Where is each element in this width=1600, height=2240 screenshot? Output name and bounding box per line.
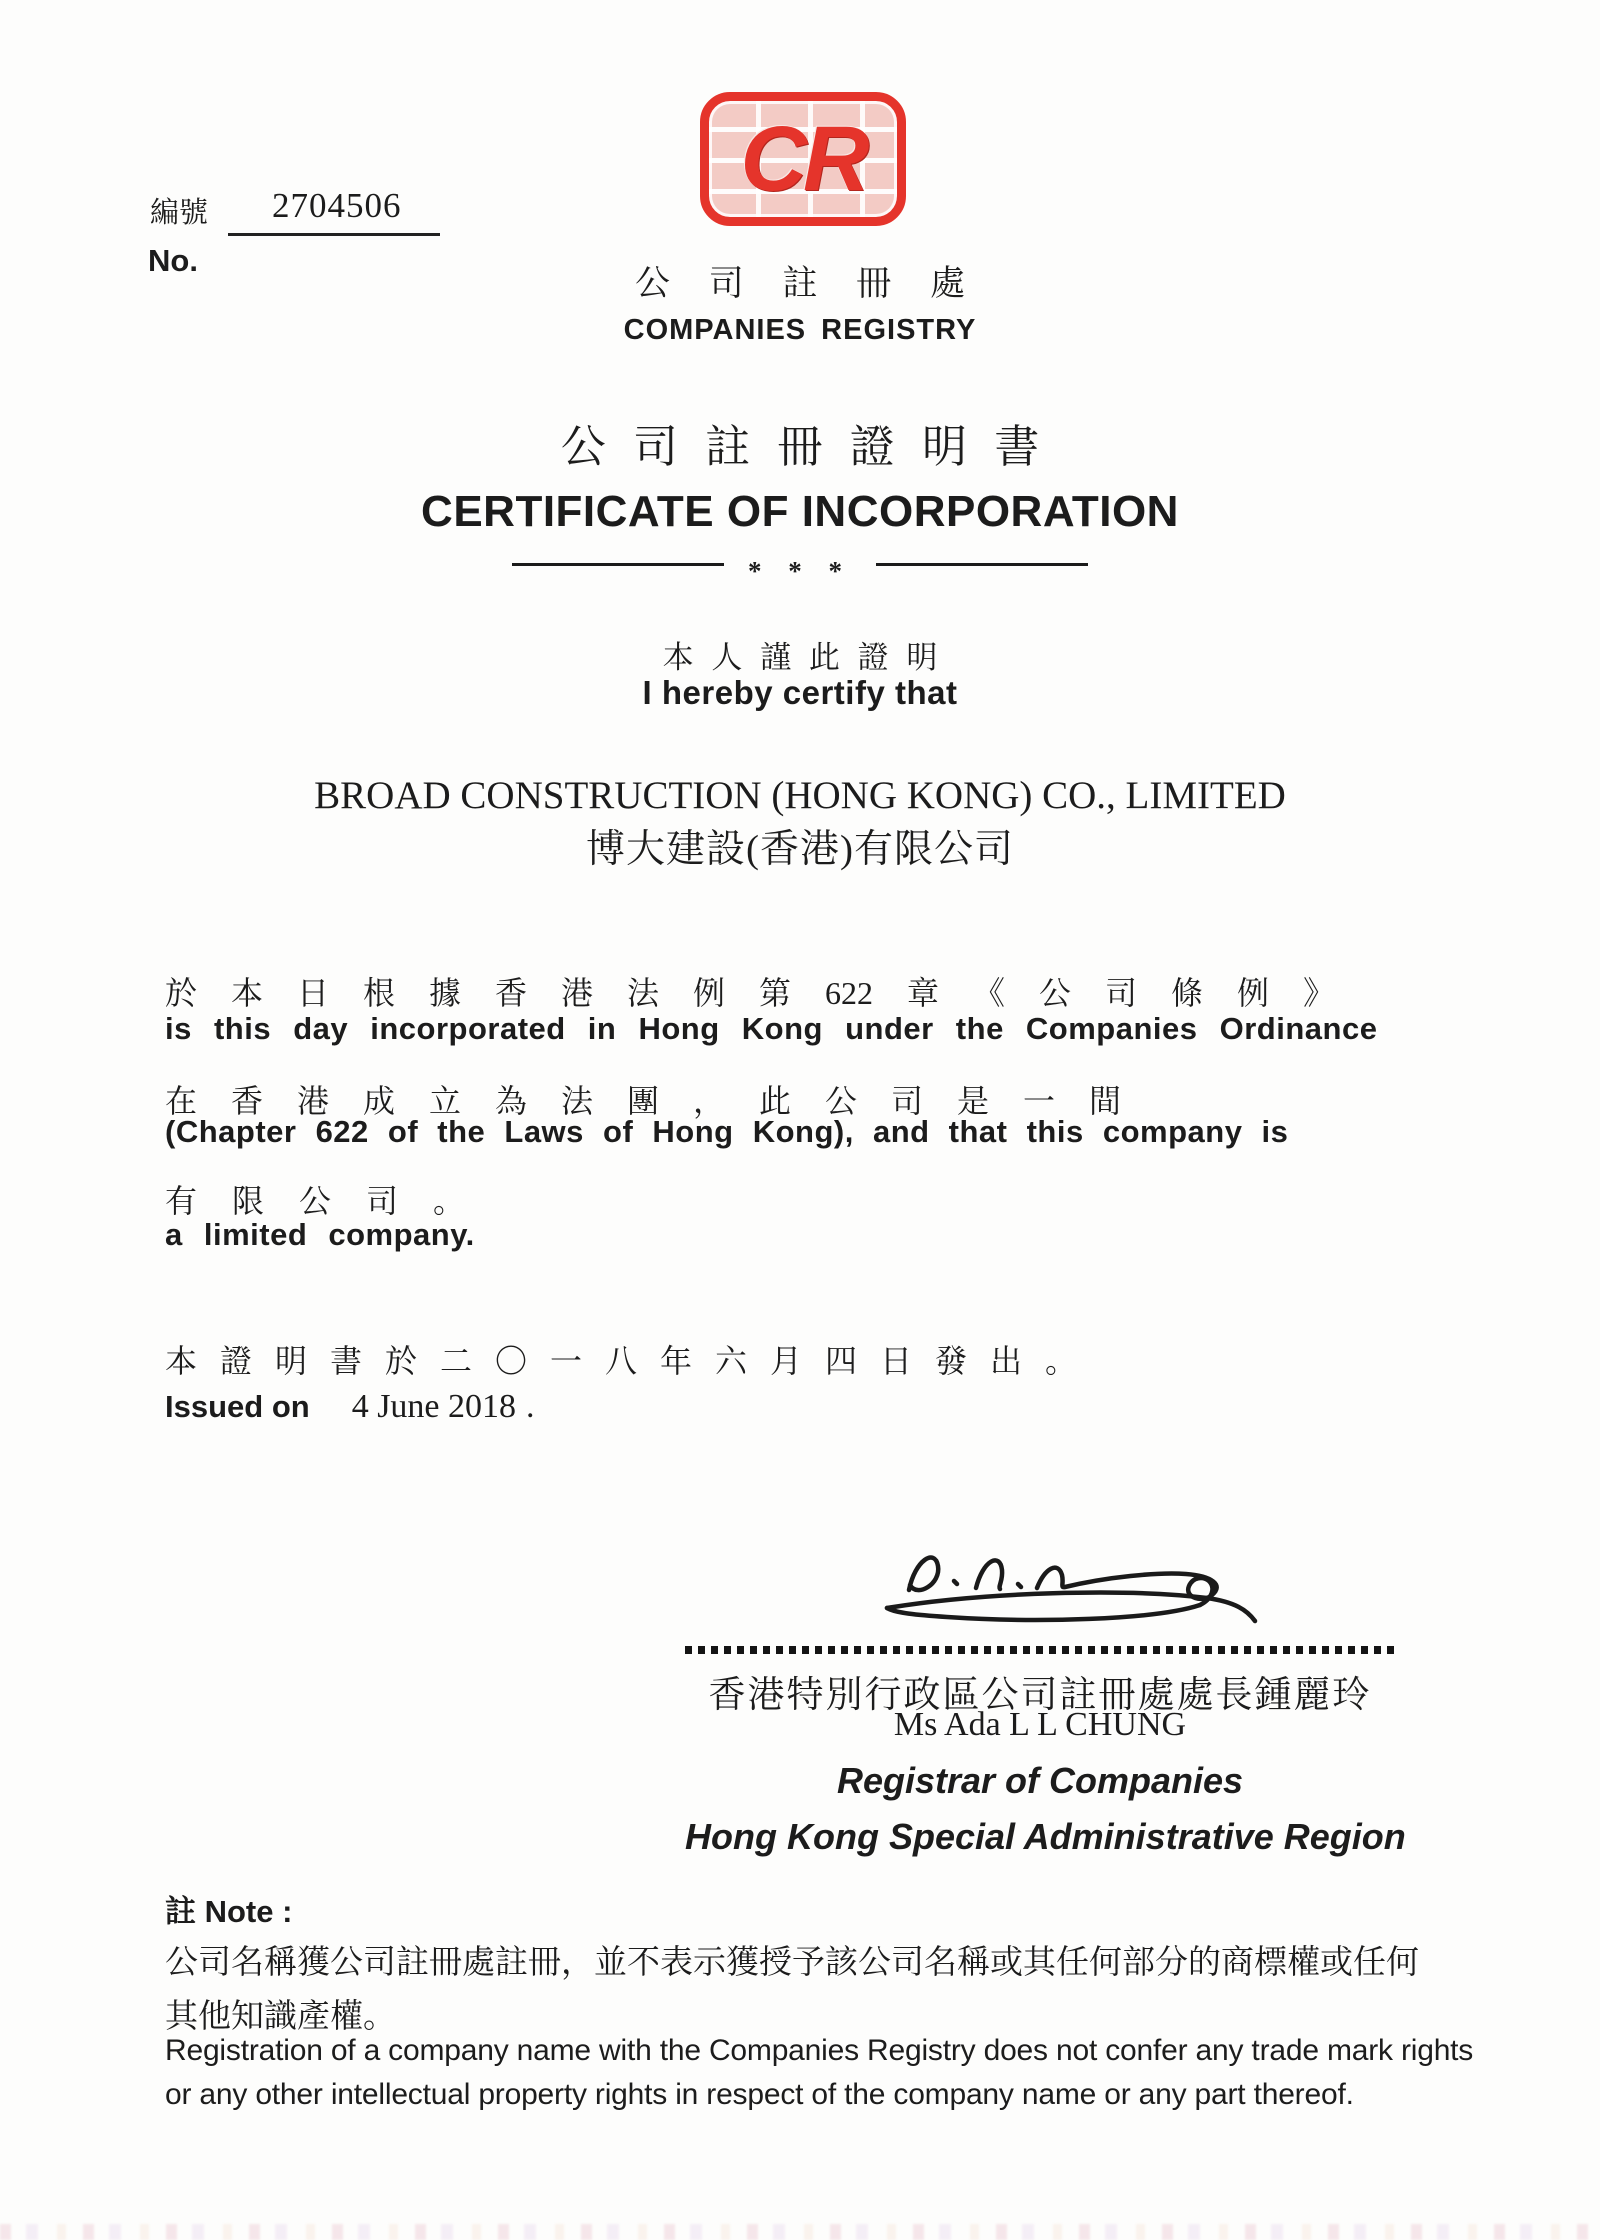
document-title-cn: 公 司 註 冊 證 明 書 bbox=[560, 422, 1040, 472]
company-name-cn: 博大建設(香港)有限公司 bbox=[586, 828, 1014, 871]
certificate-number-label-en: No. bbox=[148, 243, 198, 278]
body-paragraph3-cn: 有 限 公 司 。 bbox=[165, 1183, 466, 1219]
certificate-number-label-cn: 編號 bbox=[150, 197, 209, 229]
issued-on-date: 4 June 2018 bbox=[351, 1388, 517, 1425]
note-label: 註 Note : bbox=[165, 1894, 293, 1929]
registrar-title-cn: 香港特別行政區公司註冊處處長鍾麗玲 bbox=[708, 1675, 1372, 1716]
divider-line-right bbox=[876, 563, 1088, 566]
scan-noise-band bbox=[0, 2224, 1600, 2240]
cr-logo-text: CR bbox=[740, 108, 866, 210]
companies-registry-logo bbox=[700, 92, 906, 226]
certificate-number-underline bbox=[228, 233, 440, 236]
body-paragraph2-cn: 在 香 港 成 立 為 法 團 ， 此 公 司 是 一 間 bbox=[165, 1083, 1122, 1119]
signature-dotted-line bbox=[685, 1646, 1395, 1654]
issue-date-cn: 本 證 明 書 於 二 〇 一 八 年 六 月 四 日 發 出 。 bbox=[165, 1343, 1078, 1379]
registry-name-cn: 公 司 註 冊 處 bbox=[634, 264, 966, 303]
certify-statement-en: I hereby certify that bbox=[642, 674, 958, 711]
divider-line-left bbox=[512, 563, 724, 566]
registry-name-en: COMPANIES REGISTRY bbox=[623, 314, 977, 346]
document-title-en: CERTIFICATE OF INCORPORATION bbox=[421, 487, 1179, 536]
note-en-line1: Registration of a company name with the Companies Registry does not confer any trade mark rights bbox=[165, 2034, 1474, 2067]
issue-date-row bbox=[165, 1388, 535, 1426]
body-paragraph1-cn: 於 本 日 根 據 香 港 法 例 第 622 章 《 公 司 條 例 》 bbox=[165, 975, 1336, 1011]
certify-statement-cn: 本 人 謹 此 證 明 bbox=[662, 640, 938, 675]
registrar-name: Ms Ada L L CHUNG bbox=[893, 1706, 1187, 1743]
note-cn-line1: 公司名稱獲公司註冊處註冊，並不表示獲授予該公司名稱或其任何部分的商標權或任何 bbox=[165, 1945, 1419, 1981]
registrar-region: Hong Kong Special Administrative Region bbox=[685, 1816, 1406, 1857]
body-paragraph1-en: is this day incorporated in Hong Kong under the Companies Ordinance bbox=[165, 1011, 1378, 1046]
body-paragraph3-en: a limited company. bbox=[165, 1217, 475, 1252]
registrar-signature bbox=[855, 1528, 1285, 1658]
registrar-title-en: Registrar of Companies bbox=[836, 1760, 1244, 1801]
body-paragraph2-en: (Chapter 622 of the Laws of Hong Kong), and that this company is bbox=[165, 1114, 1289, 1149]
issued-on-period: . bbox=[526, 1388, 535, 1425]
note-en-line2: or any other intellectual property rights in respect of the company name or any part thereof. bbox=[165, 2078, 1354, 2111]
title-divider: * * * bbox=[512, 563, 1088, 566]
company-name-en: BROAD CONSTRUCTION (HONG KONG) CO., LIMITED bbox=[314, 774, 1286, 817]
issued-on-label: Issued on bbox=[165, 1389, 310, 1424]
certificate-number-value: 2704506 bbox=[272, 186, 402, 225]
note-cn-line2: 其他知識產權。 bbox=[165, 1999, 396, 2035]
